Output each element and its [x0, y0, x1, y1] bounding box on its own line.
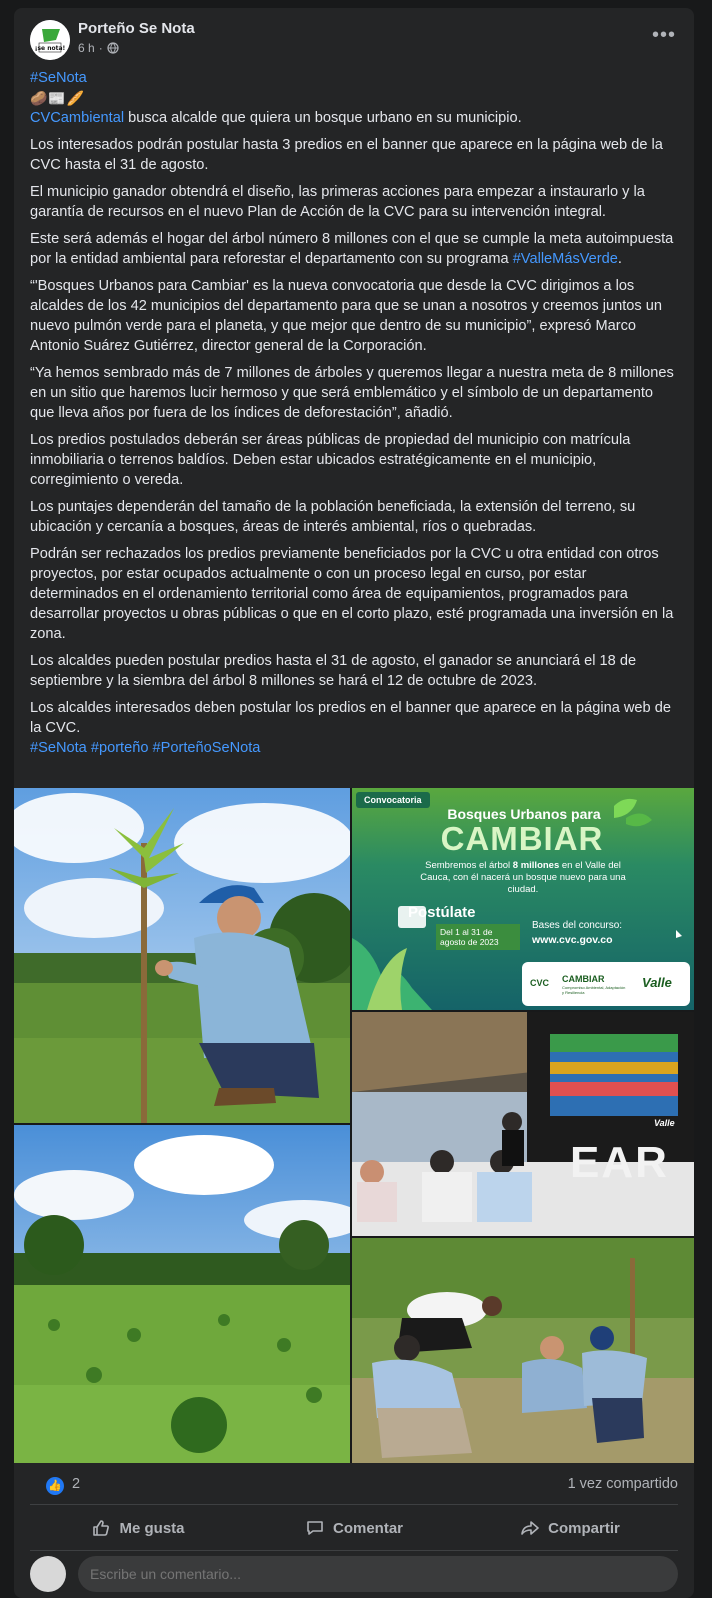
page-logo-icon: [30, 20, 70, 60]
post-actions: [30, 1508, 678, 1548]
paragraph-9: Podrán ser rechazados los predios previamente beneficiados por la CVC u otra entidad con otros proyectos, por estar ocupados actualmente o con un proceso legal en curso, por estar determinados en el ordenamiento territorial como área de equipamientos, programados para desarrollar proyectos u obras públicas o que en el corto plazo, esté programada una inversión en la zona.: [30, 546, 674, 642]
paragraph-4: [30, 229, 678, 269]
comment-input[interactable]: [78, 1556, 678, 1592]
shares-count[interactable]: 1 vez compartido: [567, 1476, 678, 1492]
paragraph-4-text: Este será además el hogar del árbol número 8 millones con el que se cumple la meta autoimpuesta por la entidad ambiental para reforestar el departamento con su programa: [30, 231, 674, 267]
photo-people-planting[interactable]: [352, 1238, 694, 1463]
divider-top: [30, 1504, 678, 1505]
paragraph-3: El municipio ganador obtendrá el diseño, las primeras acciones para empezar a instaurarlo y la garantía de recursos en el nuevo Plan de Acción de la CVC para su intervención integral.: [30, 184, 645, 220]
banner-sub-bold: 8 millones: [512, 860, 560, 871]
banner-tag: Convocatoria: [356, 792, 430, 808]
paragraph-6: “Ya hemos sembrado más de 7 millones de árboles y queremos llegar a nuestra meta de 8 millones en un sitio que haremos lucir hermoso y que será emblemático y el símbolo de un departamento que lleva años por fuera de los índices de deforestación”, añadió.: [30, 365, 674, 421]
photo-grid: [14, 788, 694, 1463]
banner-logo-cambiar-sub: Compromiso Ambiental, Adaptación y Resiliencia: [562, 985, 626, 995]
post-time[interactable]: 6 h: [78, 41, 95, 55]
banner-title-1: Bosques Urbanos para: [447, 806, 601, 822]
share-button[interactable]: [462, 1508, 678, 1548]
banner-sub-2: en el Valle del Cauca, con él nacerá un bosque nuevo para una ciudad.: [420, 860, 626, 895]
banner-dates: Del 1 al 31 de agosto de 2023: [436, 924, 520, 950]
emoji-line: 🥔📰🥖: [30, 90, 86, 106]
author-name[interactable]: Porteño Se Nota: [78, 20, 195, 37]
paragraph-8: Los puntajes dependerán del tamaño de la población beneficiada, la extensión del terreno, su ubicación y cercanía a bosques, áreas de interés ambiental, ríos o quebradas.: [30, 499, 636, 535]
banner-sub-1: Sembremos el árbol: [425, 860, 513, 871]
paragraph-10: Los alcaldes pueden postular predios hasta el 31 de agosto, el ganador se anunciará el 18 de septiembre y la siembra del árbol 8 millones se hará el 12 de octubre de 2023.: [30, 653, 637, 689]
comment-label: Comentar: [332, 1519, 403, 1537]
banner-subtitle: [412, 860, 634, 896]
hashtag-vallemasverde[interactable]: #ValleMásVerde: [512, 251, 618, 267]
banner-bases: Bases del concurso:: [532, 920, 623, 931]
comment-button[interactable]: [246, 1508, 462, 1548]
banner-logo-valle: Valle: [642, 975, 672, 990]
post-body: [30, 68, 678, 758]
user-avatar[interactable]: [30, 1556, 66, 1592]
avatar-text: ¡se nota!: [34, 45, 66, 52]
divider-bottom: [30, 1550, 678, 1551]
like-reaction-icon[interactable]: 👍: [46, 1477, 64, 1495]
photo-banner-convocatoria[interactable]: [352, 788, 694, 1010]
photo-event[interactable]: [352, 1012, 694, 1236]
comment-icon: [305, 1518, 325, 1538]
banner-logo-cambiar: CAMBIAR: [562, 974, 605, 984]
banner-url: www.cvc.gov.co: [532, 934, 613, 946]
more-options-button[interactable]: •••: [651, 24, 676, 46]
photo-trees-field[interactable]: [14, 1125, 350, 1463]
paragraph-intro-text: busca alcalde que quiera un bosque urbano en su municipio.: [124, 110, 522, 126]
event-screen-letters: EAR: [570, 1138, 669, 1187]
hashtags-bottom[interactable]: #SeNota #porteño #PorteñoSeNota: [30, 740, 261, 756]
like-button[interactable]: [30, 1508, 246, 1548]
paragraph-11: Los alcaldes interesados deben postular los predios en el banner que aparece en la página web de la CVC.: [30, 700, 671, 736]
comment-row: [30, 1556, 678, 1596]
paragraph-5: “'Bosques Urbanos para Cambiar' es la nueva convocatoria que desde la CVC dirigimos a los alcaldes de los 42 municipios del departamento para que se unan a nosotros y creemos juntos un nuevo pulmón verde para el planeta, y que mejor que dentro de su municipio”, expresó Marco Antonio Suárez Gutiérrez, director general de la Corporación.: [30, 278, 662, 354]
share-icon: [520, 1518, 540, 1538]
share-label: Compartir: [548, 1519, 620, 1537]
hashtag-senota[interactable]: #SeNota: [30, 70, 87, 86]
like-label: Me gusta: [119, 1519, 185, 1537]
post-meta: [78, 41, 119, 55]
photo-man-planting[interactable]: [14, 788, 350, 1123]
globe-icon: [107, 42, 119, 54]
banner-postulate: Postúlate: [408, 904, 476, 921]
banner-title-2: CAMBIAR: [440, 820, 604, 857]
event-screen-logo: Valle: [654, 1118, 675, 1128]
likes-count[interactable]: 2: [72, 1476, 81, 1492]
paragraph-2: Los interesados podrán postular hasta 3 predios en el banner que aparece en la página web de la CVC hasta el 31 de agosto.: [30, 137, 663, 173]
post-stats: [30, 1472, 678, 1502]
avatar[interactable]: [30, 20, 70, 60]
dot-separator: ·: [98, 41, 103, 55]
paragraph-4-end: .: [617, 251, 622, 267]
paragraph-7: Los predios postulados deberán ser áreas públicas de propiedad del municipio con matrícula inmobiliaria o terrenos baldíos. Deben estar ubicados estratégicamente en el municipio, corregimiento o vereda.: [30, 432, 631, 488]
thumbs-up-icon: [91, 1518, 111, 1538]
paragraph-intro: [30, 108, 678, 128]
mention-cvcambiental[interactable]: CVCambiental: [30, 110, 125, 126]
post-header: [14, 8, 694, 68]
banner-logo-cvc: CVC: [530, 978, 550, 988]
post-card: [14, 8, 694, 1598]
